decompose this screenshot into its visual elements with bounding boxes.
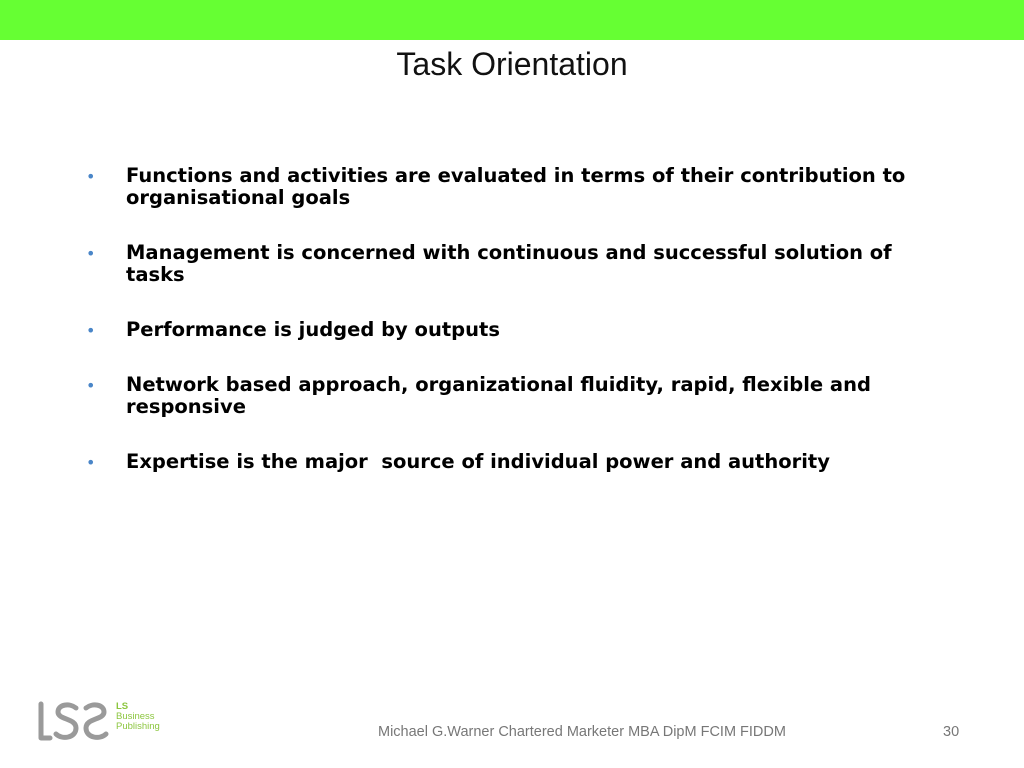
- bullet-icon: •: [86, 244, 96, 263]
- bullet-text: Network based approach, organizational fluidity, rapid, flexible and responsive: [126, 373, 871, 418]
- bullet-icon: •: [86, 453, 96, 472]
- logo-line-3: Publishing: [116, 721, 160, 732]
- ls-business-publishing-logo: [36, 698, 166, 750]
- bullet-text: Management is concerned with continuous and successful solution of tasks: [126, 241, 892, 286]
- footer-credit: Michael G.Warner Chartered Marketer MBA DipM FCIM FIDDM: [378, 724, 786, 740]
- bullet-item: [84, 242, 944, 286]
- bullet-icon: •: [86, 167, 96, 186]
- bullet-list: [84, 165, 944, 506]
- bullet-text: Expertise is the major source of individual power and authority: [126, 450, 830, 473]
- bullet-icon: •: [86, 321, 96, 340]
- bullet-item: [84, 374, 944, 418]
- logo-line-1: LS: [116, 701, 129, 712]
- bullet-item: [84, 319, 944, 341]
- logo-text: [116, 702, 160, 732]
- logo-line-2: Business: [116, 711, 155, 722]
- top-accent-bar: [0, 0, 1024, 40]
- bullet-item: [84, 165, 944, 209]
- bullet-text: Performance is judged by outputs: [126, 318, 500, 341]
- slide-title: Task Orientation: [396, 46, 628, 82]
- ls-logo-icon: [36, 698, 114, 746]
- page-number: 30: [943, 724, 960, 740]
- bullet-item: [84, 451, 944, 473]
- bullet-text: Functions and activities are evaluated in terms of their contribution to organisational goals: [126, 164, 906, 209]
- bullet-icon: •: [86, 376, 96, 395]
